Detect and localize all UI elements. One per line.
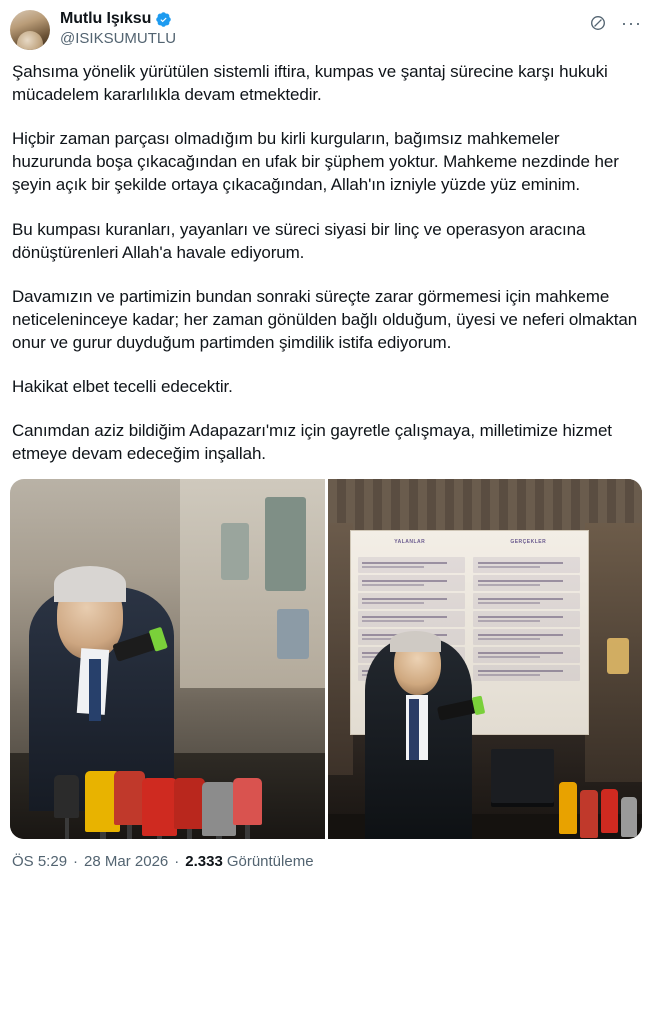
- tweet-paragraph: Canımdan aziz bildiğim Adapazarı'mız için gayretle çalışmaya, milletimize hizmet etmeye devam edeceğim inşallah.: [12, 421, 612, 464]
- slide-row: [473, 557, 580, 572]
- tweet-paragraph: Hiçbir zaman parçası olmadığım bu kirli kurguların, bağımsız mahkemeler huzurunda boşa çıkacağından en ufak bir şüphem yoktur. Mahkeme nezdinde her şeyin açık bir şekilde ortaya çıkacağından, Allah'ın izniyle yüzde yüz eminim.: [12, 129, 619, 195]
- press-conference-photo[interactable]: [10, 479, 325, 839]
- laptop: [491, 749, 554, 803]
- wall-panel: [277, 609, 308, 659]
- press-microphone: [233, 778, 261, 825]
- press-microphone: [202, 782, 237, 836]
- verified-badge-icon: [155, 11, 172, 28]
- tweet-paragraph: Bu kumpası kuranları, yayanları ve süreci siyasi bir linç ve operasyon aracına dönüştürenleri Allah'a havale ediyorum.: [12, 219, 586, 262]
- tweet-time: ÖS 5:29: [12, 853, 68, 871]
- tweet-header: [10, 6, 642, 52]
- tweet-header-actions: [589, 10, 642, 32]
- views-label: Görüntüleme: [226, 853, 314, 871]
- presentation-photo[interactable]: [328, 479, 643, 839]
- press-microphone: [580, 790, 598, 838]
- wall-panel: [221, 523, 249, 581]
- grok-actions-icon[interactable]: [589, 14, 607, 32]
- press-microphone-cluster: [557, 753, 639, 839]
- wall-panel: [265, 497, 306, 591]
- avatar[interactable]: [10, 10, 50, 50]
- tweet-media-gallery: [10, 479, 642, 839]
- tweet-paragraph: Şahsıma yönelik yürütülen sistemli iftira, kumpas ve şantaj sürecine karşı hukuki mücadelem kararlılıkla devam etmektedir.: [12, 62, 608, 105]
- author-handle[interactable]: @ISIKSUMUTLU: [60, 30, 177, 48]
- press-microphone: [621, 797, 637, 837]
- slide-row: [358, 557, 465, 572]
- slide-row: [473, 665, 580, 680]
- tweet-paragraph: Hakikat elbet tecelli edecektir.: [12, 377, 233, 397]
- author-name-line: [60, 10, 589, 28]
- speaker-hair: [54, 566, 126, 602]
- speaker-hair: [390, 631, 440, 653]
- meta-separator: ·: [174, 853, 180, 871]
- tweet-paragraph: Davamızın ve partimizin bundan sonraki süreçte zarar görmemesi için mahkeme neticeleninceye kadar; her zaman gönülden bağlı olduğum, üyesi ve neferi olmaktan onur ve gurur duyduğum partimden şimdilik istifa ediyorum.: [12, 286, 638, 352]
- slide-row: [358, 593, 465, 608]
- slide-row: [473, 629, 580, 644]
- tweet-body: [10, 52, 642, 465]
- slide-row: [473, 611, 580, 626]
- press-microphone: [114, 771, 145, 825]
- press-microphone: [601, 789, 618, 832]
- tweet-meta: [10, 839, 642, 880]
- tweet-date: 28 Mar 2026: [84, 853, 169, 871]
- author-display-name[interactable]: Mutlu Işıksu: [60, 10, 152, 27]
- slide-row: [473, 575, 580, 590]
- slide-row: [473, 647, 580, 662]
- slide-column: [473, 557, 580, 728]
- speaker-tie: [89, 659, 102, 720]
- slide-row: [473, 593, 580, 608]
- slide-header-left: YALANLAR: [394, 538, 426, 545]
- slide-column-headers: [351, 539, 588, 553]
- press-microphone: [54, 775, 79, 818]
- speaker-tie: [409, 699, 418, 760]
- slide-row: [358, 611, 465, 626]
- press-microphone: [559, 782, 577, 834]
- author-info: [50, 10, 589, 48]
- wall-lamp: [607, 638, 629, 674]
- slide-header-right: GERÇEKLER: [510, 538, 547, 545]
- press-microphone: [142, 778, 177, 836]
- slide-row: [358, 575, 465, 590]
- more-options-icon[interactable]: ···: [621, 13, 642, 33]
- press-microphone: [174, 778, 205, 828]
- views-count: 2.333: [185, 853, 223, 871]
- meta-separator: ·: [73, 853, 79, 871]
